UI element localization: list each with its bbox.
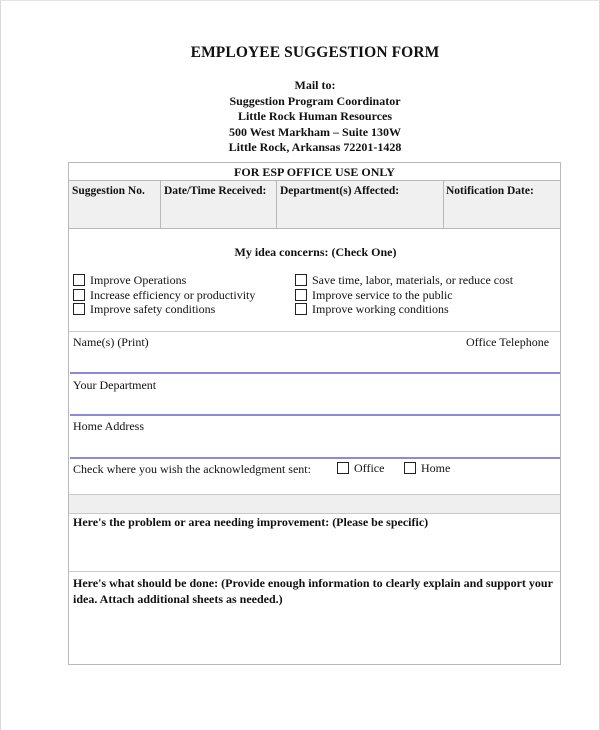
concern-label: Improve working conditions xyxy=(312,302,449,316)
mail-to-line: Suggestion Program Coordinator xyxy=(229,93,401,108)
department-input-line[interactable] xyxy=(70,414,560,416)
checkbox[interactable] xyxy=(73,274,85,286)
section-divider xyxy=(69,331,560,332)
solution-label: Here's what should be done: (Provide enough information to clearly explain and support your idea. Attach additional sheets as needed.) xyxy=(73,576,553,606)
departments-affected-cell: Department(s) Affected: xyxy=(277,181,444,228)
problem-label: Here's the problem or area needing improvement: (Please be specific) xyxy=(73,515,429,529)
esp-office-row xyxy=(69,181,560,229)
checkbox[interactable] xyxy=(295,274,307,286)
name-input-line[interactable] xyxy=(70,372,560,374)
checkbox[interactable] xyxy=(295,303,307,315)
concern-option[interactable] xyxy=(295,273,513,287)
concern-option[interactable] xyxy=(73,288,255,302)
mail-to-label: Mail to: xyxy=(294,78,336,92)
suggestion-no-cell: Suggestion No. xyxy=(69,181,161,228)
form-title: EMPLOYEE SUGGESTION FORM xyxy=(190,44,440,61)
checkbox[interactable] xyxy=(337,462,349,474)
department-label: Your Department xyxy=(73,378,157,392)
page-edge xyxy=(0,0,600,1)
esp-office-header: FOR ESP OFFICE USE ONLY xyxy=(69,163,560,181)
home-address-label: Home Address xyxy=(73,419,144,433)
office-telephone-label: Office Telephone xyxy=(466,335,550,349)
mail-to-line: 500 West Markham – Suite 130W xyxy=(228,124,402,139)
concern-option[interactable] xyxy=(295,302,449,316)
checkbox[interactable] xyxy=(295,289,307,301)
concern-label: Improve Operations xyxy=(90,273,187,287)
checkbox[interactable] xyxy=(73,289,85,301)
concern-option[interactable] xyxy=(73,302,215,316)
mail-to-line: Little Rock, Arkansas 72201-1428 xyxy=(228,140,402,155)
checkbox[interactable] xyxy=(404,462,416,474)
concern-option[interactable] xyxy=(295,288,453,302)
concern-option[interactable] xyxy=(73,273,186,287)
notification-date-cell: Notification Date: xyxy=(446,185,534,197)
suggestion-form xyxy=(68,162,561,665)
ack-home-option[interactable] xyxy=(404,461,450,475)
home-address-input-line[interactable] xyxy=(70,457,560,459)
concern-label: Save time, labor, materials, or reduce cost xyxy=(312,273,514,287)
name-label: Name(s) (Print) xyxy=(73,335,149,349)
acknowledgment-label: Check where you wish the acknowledgment sent: xyxy=(73,462,311,476)
date-received-cell: Date/Time Received: xyxy=(161,181,277,228)
concern-label: Improve safety conditions xyxy=(90,302,216,316)
concerns-title: My idea concerns: (Check One) xyxy=(234,245,397,259)
concern-label: Improve service to the public xyxy=(312,288,453,302)
concern-label: Increase efficiency or productivity xyxy=(90,288,256,302)
ack-home-label: Home xyxy=(421,461,451,475)
mail-to-block xyxy=(0,78,600,156)
checkbox[interactable] xyxy=(73,303,85,315)
ack-office-option[interactable] xyxy=(337,461,384,475)
mail-to-line: Little Rock Human Resources xyxy=(237,109,393,124)
ack-office-label: Office xyxy=(354,461,385,475)
section-divider xyxy=(69,571,560,572)
separator-band xyxy=(69,494,560,514)
